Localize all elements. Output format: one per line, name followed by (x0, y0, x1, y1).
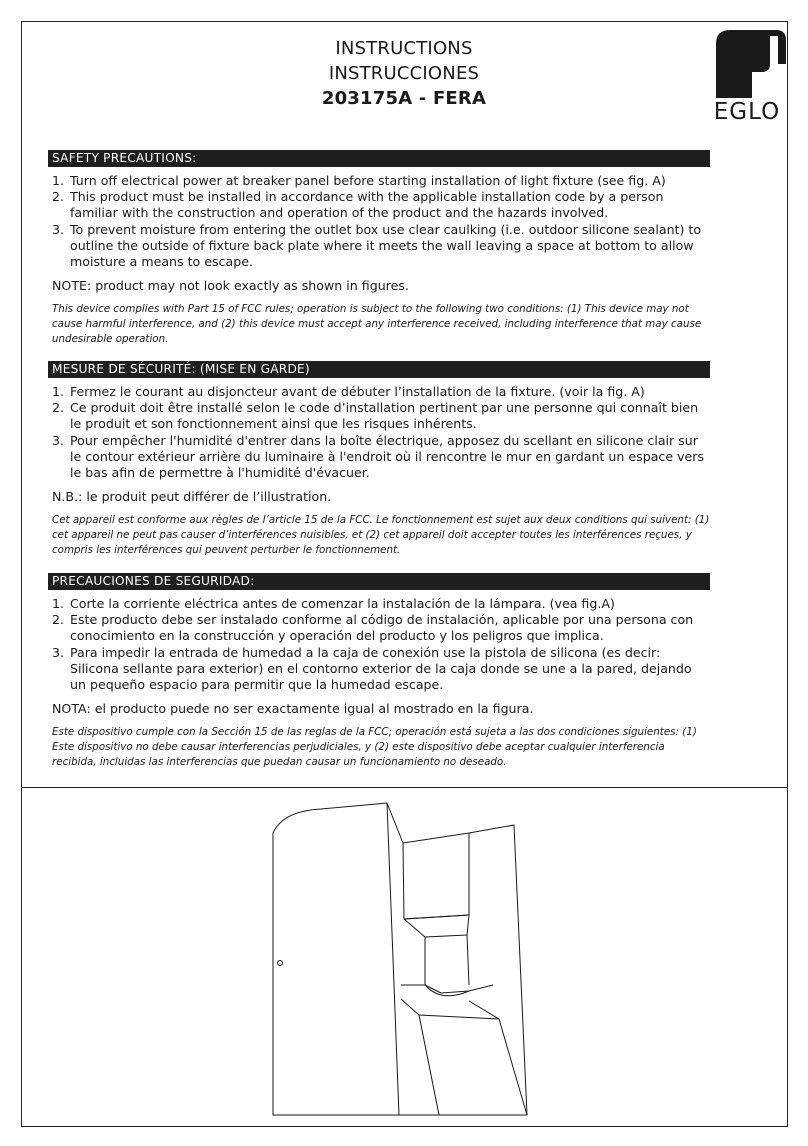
note (48, 701, 710, 717)
list-item (48, 173, 710, 189)
note-label: NOTA: (52, 701, 91, 717)
section-safety-fr (48, 361, 710, 558)
list-item (48, 222, 710, 271)
step-text: Ce produit doit être installé selon le code d’installation pertinent par une personne qui connaît bien le produit et son fonctionnement ainsi que les risques inhérents. (70, 400, 699, 432)
wall-light-fixture-illustration (21, 789, 788, 1125)
note-text: product may not look exactly as shown in figures. (91, 278, 409, 294)
step-text: Corte la corriente eléctrica antes de comenzar la instalación de la lámpara. (vea fig.A) (70, 596, 615, 611)
list-item (48, 596, 710, 612)
step-number: 3. (52, 644, 65, 660)
figure-divider (21, 787, 788, 788)
list-item (48, 189, 710, 221)
section-safety-es (48, 573, 710, 770)
fcc-statement: This device complies with Part 15 of FCC rules; operation is subject to the following two conditions: (1) This device may not cause harmful interference, and (2) this device must accept any interference received, including interference that may cause undesirable operation. (52, 303, 702, 346)
eglo-logo-text: EGLO (713, 99, 781, 125)
step-text: Pour empêcher l'humidité d'entrer dans la boîte électrique, apposez du scellant en silicone clair sur le contour extérieur arrière du luminaire à l'endroit où il rencontre le mur en gardant un espace vers le bas afin de permettre à l'humidité d'évacuer. (70, 432, 705, 481)
list-item (48, 645, 710, 694)
section-title: SAFETY PRECAUTIONS: (48, 150, 710, 167)
section-safety-en (48, 150, 710, 347)
fcc-statement: Este dispositivo cumple con la Sección 15 de las reglas de la FCC; operación está sujeta a las dos condiciones siguientes: (1) Este dispositivo no debe causar interferencias perjudiciales, y (2) este dispositivo debe aceptar cualquier interferencia recibida, incluidas las interferencias que puedan causar un funcionamiento no deseado. (52, 726, 697, 769)
step-text: Turn off electrical power at breaker panel before starting installation of light fixture (see fig. A) (70, 173, 666, 188)
step-number: 3. (52, 432, 65, 448)
model-number: 203175A - FERA (321, 88, 487, 109)
document-header (250, 36, 558, 111)
list-item (48, 433, 710, 482)
header-line-instructions: INSTRUCTIONS (335, 38, 473, 59)
step-number: 1. (52, 384, 65, 399)
step-number: 2. (52, 612, 65, 628)
step-number: 1. (52, 173, 65, 188)
section-title: PRECAUCIONES DE SEGURIDAD: (48, 573, 710, 590)
list-item (48, 612, 710, 644)
step-number: 1. (52, 596, 65, 611)
list-item (48, 384, 710, 400)
note (48, 489, 710, 505)
note-text: le produit peut différer de l’illustration. (82, 489, 332, 505)
note-label: N.B.: (52, 489, 83, 505)
header-line-instrucciones: INSTRUCCIONES (328, 63, 480, 84)
step-number: 2. (52, 189, 65, 205)
section-title: MESURE DE SÉCURITÉ: (MISE EN GARDE) (48, 361, 710, 378)
step-text: Este producto debe ser instalado conforme al código de instalación, aplicable por una persona con conocimiento en la construcción y operación del producto y los peligros que implica. (70, 612, 694, 644)
note-text: el producto puede no ser exactamente igual al mostrado en la figura. (90, 701, 534, 717)
fcc-statement: Cet appareil est conforme aux règles de l’article 15 de la FCC. Le fonctionnement est sujet aux deux conditions qui suivent: (1) cet appareil ne peut pas causer d’interférences nuisibles, et (2) cet appareil doit accepter toutes les interférences reçues, y compris les interférences qui peuvent perturber le fonctionnement. (52, 514, 710, 557)
step-text: To prevent moisture from entering the outlet box use clear caulking (i.e. outdoor silicone sealant) to outline the outside of fixture back plate where it meets the wall leaving a space at bottom to allow moisture a means to escape. (70, 221, 702, 270)
step-text: This product must be installed in accordance with the applicable installation code by a person familiar with the construction and operation of the product and the hazards involved. (70, 189, 664, 221)
steps-list (48, 384, 710, 481)
note (48, 278, 710, 294)
steps-list (48, 596, 710, 693)
steps-list (48, 173, 710, 270)
step-text: Fermez le courant au disjoncteur avant de débuter l’installation de la fixture. (voir la fig. A) (70, 384, 645, 399)
note-label: NOTE: (52, 278, 92, 294)
step-number: 2. (52, 400, 65, 416)
step-text: Para impedir la entrada de humedad a la caja de conexión use la pistola de silicona (es decir: Silicona sellante para exterior) en el contorno exterior de la caja donde se une a la pared, dejando un pequeño espacio para permitir que la humedad escape. (70, 644, 692, 693)
list-item (48, 400, 710, 432)
step-number: 3. (52, 221, 65, 237)
